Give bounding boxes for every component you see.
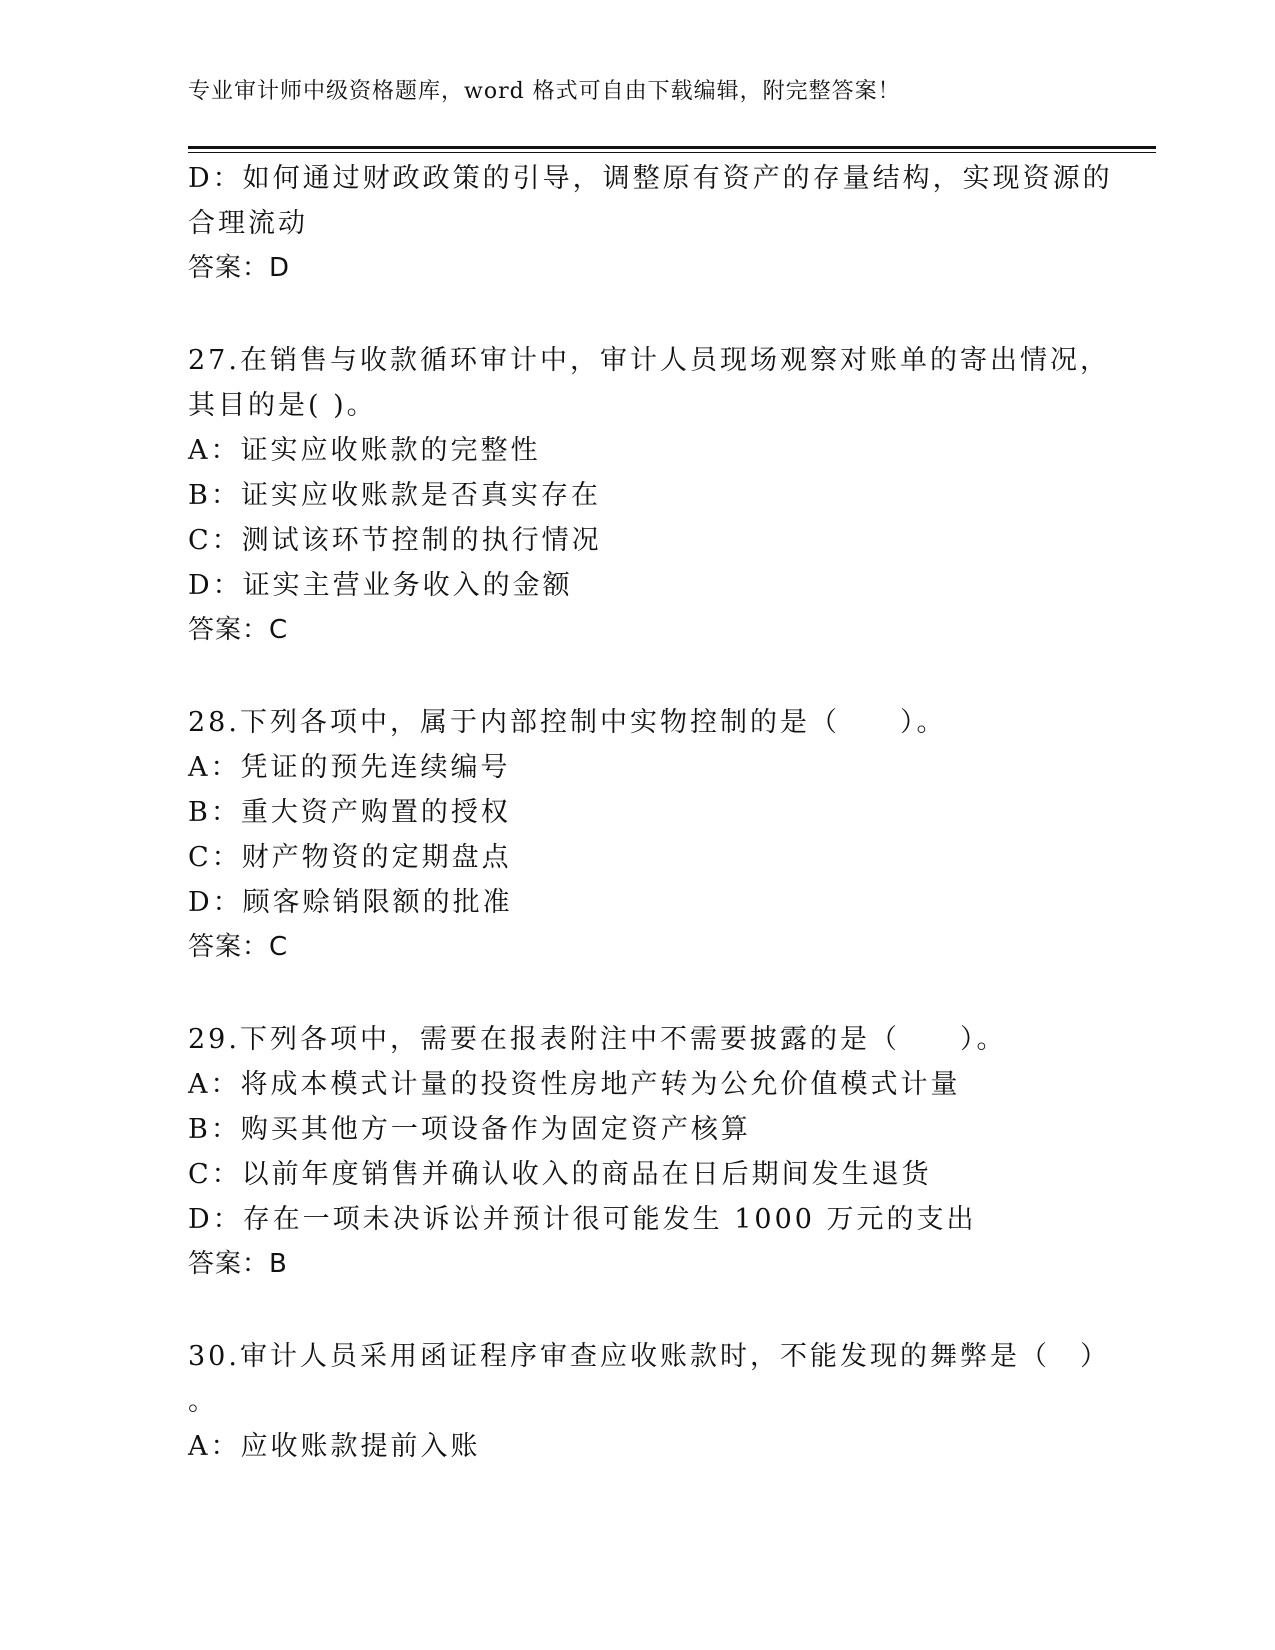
answer-line: 答案：D xyxy=(188,253,291,283)
option-a: A：凭证的预先连续编号 xyxy=(188,752,511,783)
header-rule-thick xyxy=(188,146,1156,149)
option-d: D：如何通过财政政策的引导，调整原有资产的存量结构，实现资源的 xyxy=(188,163,1113,194)
option-d-continued: 合理流动 xyxy=(188,208,308,239)
option-d: D：存在一项未决诉讼并预计很可能发生 1000 万元的支出 xyxy=(188,1204,977,1235)
question-stem: 29.下列各项中，需要在报表附注中不需要披露的是（ ）。 xyxy=(188,1024,1007,1055)
option-b: B：重大资产购置的授权 xyxy=(188,797,511,828)
option-d: D：顾客赊销限额的批准 xyxy=(188,887,513,918)
answer-line: 答案：C xyxy=(188,932,289,962)
option-a: A：将成本模式计量的投资性房地产转为公允价值模式计量 xyxy=(188,1069,961,1100)
answer-line: 答案：C xyxy=(188,615,289,645)
header-rule-thin xyxy=(188,152,1156,153)
question-29 xyxy=(188,1017,1088,1287)
question-list xyxy=(188,156,1113,1469)
question-stem: 28.下列各项中，属于内部控制中实物控制的是（ ）。 xyxy=(188,707,947,738)
question-stem: 30.审计人员采用函证程序审查应收账款时，不能发现的舞弊是（ ） xyxy=(188,1341,1110,1372)
question-stem-continued: 。 xyxy=(188,1386,218,1417)
question-stem-continued: 其目的是( )。 xyxy=(188,390,377,421)
option-b: B：证实应收账款是否真实存在 xyxy=(188,480,601,511)
option-a: A：应收账款提前入账 xyxy=(188,1431,481,1462)
question-30 xyxy=(188,1334,1110,1469)
question-stem: 27.在销售与收款循环审计中，审计人员现场观察对账单的寄出情况， xyxy=(188,345,1110,376)
option-b: B：购买其他方一项设备作为固定资产核算 xyxy=(188,1114,751,1145)
option-c: C：测试该环节控制的执行情况 xyxy=(188,525,602,556)
option-d: D：证实主营业务收入的金额 xyxy=(188,570,573,601)
question-27 xyxy=(188,338,1110,653)
option-c: C：以前年度销售并确认收入的商品在日后期间发生退货 xyxy=(188,1159,932,1190)
option-c: C：财产物资的定期盘点 xyxy=(188,842,512,873)
page-header: 专业审计师中级资格题库，word 格式可自由下载编辑，附完整答案！ xyxy=(188,79,901,104)
answer-line: 答案：B xyxy=(188,1249,288,1279)
option-a: A：证实应收账款的完整性 xyxy=(188,435,541,466)
question-28 xyxy=(188,700,1088,970)
